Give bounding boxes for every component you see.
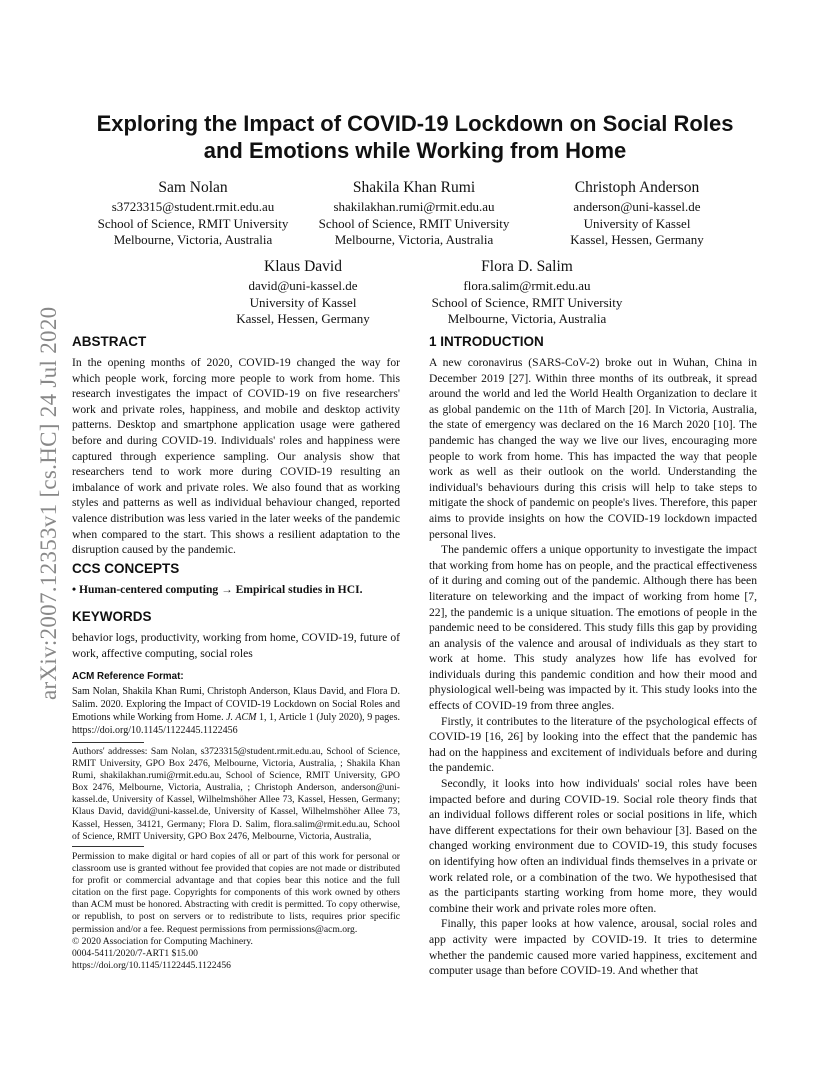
intro-paragraph-4: Secondly, it looks into how individuals' social roles have been impacted before and during COVID-19. Social role theory finds that an individual follows different roles or social positions in life, which have different expectations for their own behaviour [3]. Based on the changed working environment due to COVID-19, this study focuses on identifying how often an individual finds themselves in a private or work related role, or a combination of the two. We hypothesised that as the participants starting working from home more, they would combine their work and private roles more often.: [429, 777, 757, 915]
author-location: Melbourne, Victoria, Australia: [113, 232, 273, 247]
title-line-2: and Emotions while Working from Home: [203, 138, 627, 163]
copyright-line: © 2020 Association for Computing Machinery.: [72, 935, 253, 947]
acm-ref-journal: J. ACM: [226, 712, 257, 723]
abstract-heading: ABSTRACT: [72, 334, 147, 349]
author-location: Kassel, Hessen, Germany: [236, 311, 370, 326]
author-block-4: [196, 257, 410, 328]
author-name: Sam Nolan: [158, 179, 228, 196]
intro-paragraph-1: A new coronavirus (SARS-CoV-2) broke out in Wuhan, China in December 2019 [27]. Within three months of its outbreak, it spread around the world and led the World Health Organization to declare it as global pandemic on the 11th of March [20]. In Victoria, Australia, the state of emergency was declared on the 16 March 2020 [10]. The pandemic has changed the way we live our lives, encouraging more people to work from home. This has impacted the way that people work as well as their outlook on the world. Understanding the individual's behaviours during this crisis will help to take steps to mitigate the shock of pandemic on people's lives. Therefore, this paper aims to provide insights on how the COVID-19 lockdown impacted personal lives.: [429, 356, 757, 541]
intro-heading: 1 INTRODUCTION: [429, 334, 544, 349]
author-affiliation: School of Science, RMIT University: [97, 215, 289, 231]
acm-ref-part2: 1, 1, Article 1 (July 2020), 9 pages. https://doi.org/10.1145/1122445.1122456: [72, 712, 400, 736]
author-block-1: [82, 178, 304, 249]
author-affiliation: School of Science, RMIT University: [318, 215, 510, 231]
acm-reference: [72, 670, 400, 737]
intro-paragraph-2: The pandemic offers a unique opportunity to investigate the impact that working from home has on people, and the practical effectiveness of it during and coming out of the pandemic. Although there has been literature on teleworking and the impact of working from home [7, 22], the pandemic is a unique situation. The emotions of people in the pandemic need to be considered. This study fills this gap by providing an analysis of the valence and arousal of individuals as they start to work at home. This study analyzes how life has evolved for individuals during this pandemic condition and how their mood and physiological well-being was impacted by it. This study looks into the effects of COVID-19 from three angles.: [429, 543, 757, 713]
ccs-section: [72, 560, 400, 598]
acm-ref-part1: Sam Nolan, Shakila Khan Rumi, Christoph Anderson, Klaus David, and Flora D. Salim. 2020. Exploring the Impact of COVID-19 Lockdown on Social Roles and Emotions while Working from Home.: [72, 686, 400, 723]
acm-reference-text: [72, 685, 400, 737]
permission-notice: [72, 851, 400, 972]
keywords-section: [72, 608, 400, 661]
abstract-text: In the opening months of 2020, COVID-19 changed the way for which people work, forcing more people to work from home. This research investigates the impact of COVID-19 on five researchers' work and private roles, happiness, and mobile and desktop activity patterns. Desktop and smartphone application usage were gathered before and during COVID-19. Individuals' roles and happiness were captured through experience sampling. Our analysis show that researchers tend to work more during COVID-19 resulting an imbalance of work and private roles. We also found that as working styles and patterns as well as individual behaviour changed, reported valence distribution was less varied in the later weeks of the pandemic when compared to the start. This shows a resilient adaptation to the disruption caused by the pandemic.: [72, 356, 400, 557]
author-email: david@uni-kassel.de: [248, 278, 358, 293]
paper-title: [70, 110, 760, 164]
ccs-heading: CCS CONCEPTS: [72, 561, 180, 576]
ccs-text: • Human-centered computing → Empirical studies in HCI.: [72, 583, 363, 596]
author-location: Melbourne, Victoria, Australia: [334, 232, 494, 247]
author-name: Christoph Anderson: [574, 179, 700, 196]
arxiv-stamp: arXiv:2007.12353v1 [cs.HC] 24 Jul 2020: [36, 306, 61, 700]
title-line-1: Exploring the Impact of COVID-19 Lockdown on Social Roles: [96, 111, 734, 136]
introduction-section: [429, 333, 757, 979]
permission-rule: [72, 846, 144, 847]
author-email: flora.salim@rmit.edu.au: [463, 278, 591, 293]
authors-addresses: Authors' addresses: Sam Nolan, s3723315@student.rmit.edu.au, School of Science, RMIT University, GPO Box 2476, Melbourne, Victoria, Australia, ; Shakila Khan Rumi, shakilakhan.rumi@rmit.edu.au, School of Science, RMIT University, GPO Box 2476, Melbourne, Victoria, Australia, ; Christoph Anderson, anderson@uni-kassel.de, University of Kassel, Wilhelmshöher Allee 73, Kassel, Hessen, Germany; Klaus David, david@uni-kassel.de, University of Kassel, Wilhelmshöher Allee 73, Kassel, Hessen, 34121, Germany; Flora D. Salim, flora.salim@rmit.edu.au, School of Science, RMIT University, GPO Box 2476, Melbourne, Victoria, Australia,: [72, 746, 400, 842]
author-affiliation: School of Science, RMIT University: [431, 294, 623, 310]
author-block-2: [302, 178, 526, 249]
author-location: Kassel, Hessen, Germany: [570, 232, 704, 247]
abstract-section: [72, 333, 400, 558]
acm-reference-heading: ACM Reference Format:: [72, 671, 184, 682]
author-block-5: [416, 257, 638, 328]
author-location: Melbourne, Victoria, Australia: [447, 311, 607, 326]
author-email: s3723315@student.rmit.edu.au: [111, 199, 275, 214]
issn-line: 0004-5411/2020/7-ART1 $15.00: [72, 947, 198, 959]
permission-text: Permission to make digital or hard copies of all or part of this work for personal or classroom use is granted without fee provided that copies are not made or distributed for profit or commercial advantage and that copies bear this notice and the full citation on the first page. Copyrights for components of this work owned by others than ACM must be honored. Abstracting with credit is permitted. To copy otherwise, or republish, to post on servers or to redistribute to lists, requires prior specific permission and/or a fee. Request permissions from permissions@acm.org.: [72, 851, 400, 935]
author-affiliation: University of Kassel: [583, 215, 691, 231]
author-name: Klaus David: [264, 258, 342, 275]
intro-paragraph-5: Finally, this paper looks at how valence, arousal, social roles and app activity were impacted by COVID-19. It tries to determine whether the pandemic caused more varied happiness, excitement and computer usage than before COVID-19. And whether that: [429, 917, 757, 978]
author-name: Flora D. Salim: [481, 258, 573, 275]
intro-paragraph-3: Firstly, it contributes to the literature of the psychological effects of COVID-19 [16, 26] by looking into the effect that the pandemic has had on the happiness and excitement of individuals before and during the pandemic.: [429, 714, 757, 775]
keywords-heading: KEYWORDS: [72, 609, 152, 624]
author-block-3: [527, 178, 747, 249]
author-email: anderson@uni-kassel.de: [573, 199, 701, 214]
footnote-rule: [72, 742, 144, 743]
author-email: shakilakhan.rumi@rmit.edu.au: [333, 199, 495, 214]
keywords-text: behavior logs, productivity, working from home, COVID-19, future of work, affective computing, social roles: [72, 631, 400, 660]
author-affiliation: University of Kassel: [249, 294, 357, 310]
author-name: Shakila Khan Rumi: [352, 179, 476, 196]
doi-line: https://doi.org/10.1145/1122445.1122456: [72, 959, 231, 971]
